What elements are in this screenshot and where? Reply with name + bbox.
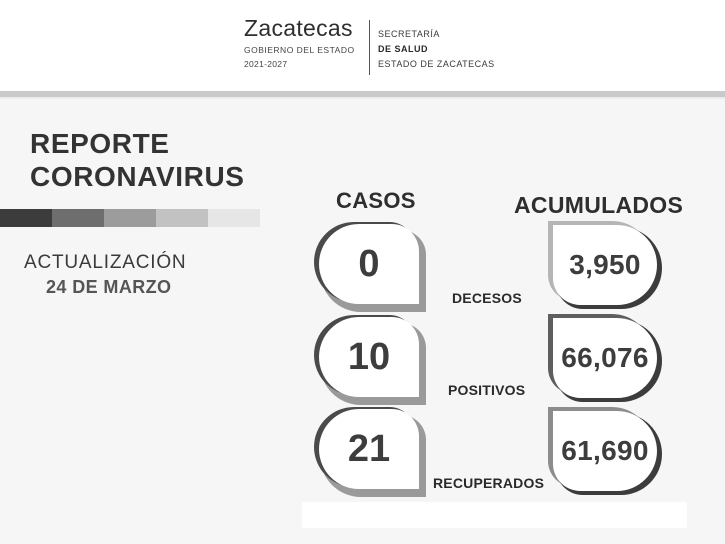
acumulados-heading: ACUMULADOS xyxy=(514,192,684,218)
recuperados-casos-value: 21 xyxy=(347,427,391,470)
recuperados-casos-card xyxy=(314,407,422,489)
logo-divider xyxy=(369,20,370,75)
logo-title: Zacatecas xyxy=(244,15,353,41)
color-swatch-bar xyxy=(0,209,260,227)
logo-years: 2021-2027 xyxy=(244,59,288,69)
secretaria-line-1: SECRETARÍA xyxy=(378,29,440,39)
decesos-casos-card xyxy=(314,222,422,304)
secretaria-line-3: ESTADO DE ZACATECAS xyxy=(378,59,495,69)
swatch-4 xyxy=(156,209,208,227)
swatch-2 xyxy=(52,209,104,227)
zacatecas-logo xyxy=(244,16,355,71)
footer-blank-box xyxy=(302,502,687,528)
secretaria-line-2: DE SALUD xyxy=(378,44,429,54)
positivos-casos-card xyxy=(314,315,422,397)
casos-heading: CASOS xyxy=(336,188,416,213)
positivos-label: POSITIVOS xyxy=(448,382,526,398)
update-date: 24 DE MARZO xyxy=(46,277,172,297)
decesos-acumulados-value: 3,950 xyxy=(569,249,641,280)
update-label: ACTUALIZACIÓN xyxy=(24,252,187,273)
header-divider-line xyxy=(0,97,725,99)
header xyxy=(0,0,725,91)
recuperados-acumulados-value: 61,690 xyxy=(561,435,649,466)
swatch-5 xyxy=(208,209,260,227)
positivos-acumulados-value: 66,076 xyxy=(561,342,649,373)
positivos-acumulados-card xyxy=(548,314,660,400)
decesos-label: DECESOS xyxy=(452,290,522,306)
positivos-casos-value: 10 xyxy=(347,335,391,378)
report-title xyxy=(30,127,245,193)
decesos-casos-value: 0 xyxy=(358,242,380,285)
report-title-line-2: CORONAVIRUS xyxy=(30,161,245,192)
secretaria-logo xyxy=(378,27,495,72)
logo-subtitle: GOBIERNO DEL ESTADO xyxy=(244,45,355,55)
swatch-3 xyxy=(104,209,156,227)
swatch-1 xyxy=(0,209,52,227)
recuperados-label: RECUPERADOS xyxy=(433,475,545,491)
recuperados-acumulados-card xyxy=(548,407,660,493)
report-title-line-1: REPORTE xyxy=(30,128,170,159)
decesos-acumulados-card xyxy=(548,221,660,307)
